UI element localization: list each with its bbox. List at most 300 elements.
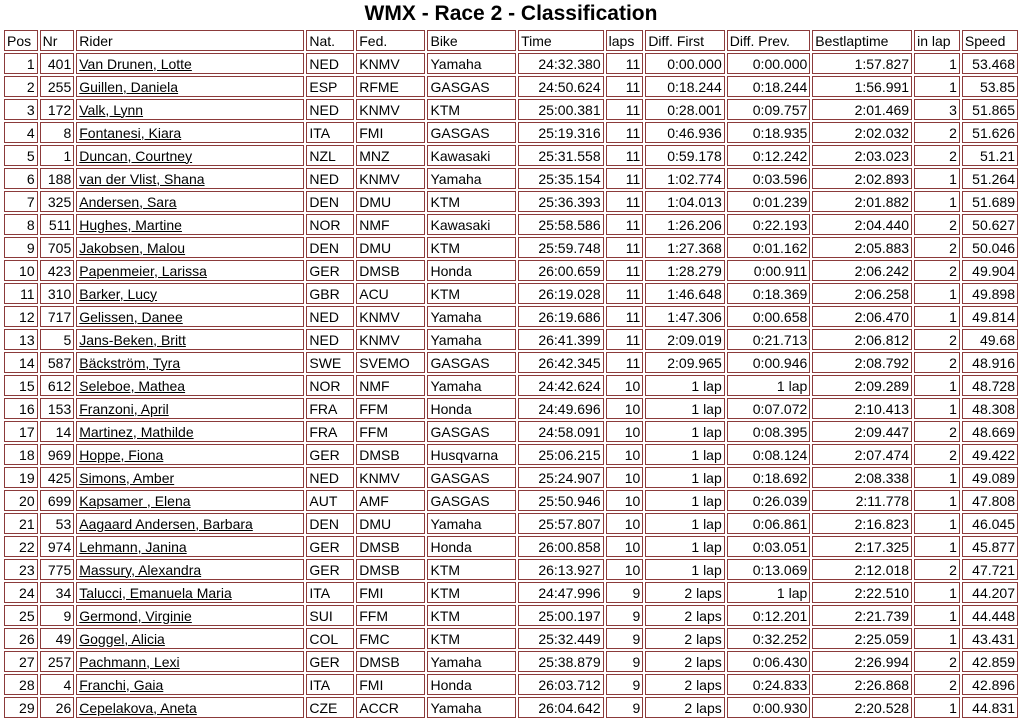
rider-link[interactable]: Lehmann, Janina	[79, 538, 187, 555]
cell-laps: 10	[606, 490, 644, 511]
cell-pos: 16	[4, 398, 38, 419]
cell-bestlaptime: 2:01.882	[812, 191, 912, 212]
cell-nat: NED	[306, 99, 354, 120]
column-header-bike: Bike	[427, 30, 516, 51]
cell-bike: Honda	[427, 536, 516, 557]
cell-fed: KNMV	[356, 168, 425, 189]
cell-fed: DMSB	[356, 444, 425, 465]
cell-pos: 1	[4, 53, 38, 74]
cell-diff-first: 2 laps	[645, 628, 724, 649]
cell-nr: 974	[40, 536, 75, 557]
cell-diff-first: 2 laps	[645, 605, 724, 626]
cell-rider	[76, 674, 304, 695]
cell-nr: 699	[40, 490, 75, 511]
cell-in-lap: 1	[914, 76, 960, 97]
cell-speed: 50.046	[962, 237, 1018, 258]
rider-link[interactable]: Simons, Amber	[79, 469, 175, 486]
table-row	[4, 628, 1018, 649]
cell-time: 25:35.154	[518, 168, 604, 189]
cell-diff-first: 2:09.965	[645, 352, 724, 373]
cell-nr: 26	[40, 697, 75, 718]
cell-in-lap: 2	[914, 651, 960, 672]
cell-nr: 401	[40, 53, 75, 74]
cell-nr: 717	[40, 306, 75, 327]
cell-time: 25:24.907	[518, 467, 604, 488]
cell-nat: NZL	[306, 145, 354, 166]
table-row	[4, 697, 1018, 718]
cell-fed: KNMV	[356, 467, 425, 488]
cell-time: 26:13.927	[518, 559, 604, 580]
rider-link[interactable]: Franzoni, April	[79, 400, 169, 417]
cell-bike: Kawasaki	[427, 145, 516, 166]
cell-time: 25:38.879	[518, 651, 604, 672]
cell-diff-first: 1 lap	[645, 421, 724, 442]
cell-bike: GASGAS	[427, 76, 516, 97]
cell-fed: KNMV	[356, 329, 425, 350]
cell-time: 24:49.696	[518, 398, 604, 419]
cell-nat: ITA	[306, 674, 354, 695]
cell-fed: FMI	[356, 674, 425, 695]
table-row	[4, 76, 1018, 97]
cell-in-lap: 1	[914, 467, 960, 488]
cell-laps: 10	[606, 421, 644, 442]
cell-diff-prev: 0:26.039	[727, 490, 811, 511]
cell-bike: KTM	[427, 191, 516, 212]
cell-nat: NED	[306, 53, 354, 74]
cell-bestlaptime: 2:06.812	[812, 329, 912, 350]
cell-laps: 11	[606, 53, 644, 74]
table-row	[4, 444, 1018, 465]
rider-link[interactable]: Seleboe, Mathea	[79, 377, 186, 394]
cell-speed: 51.21	[962, 145, 1018, 166]
cell-nat: DEN	[306, 513, 354, 534]
rider-link[interactable]: Papenmeier, Larissa	[79, 262, 207, 279]
cell-nr: 325	[40, 191, 75, 212]
rider-link[interactable]: Guillen, Daniela	[79, 78, 179, 95]
rider-link[interactable]: Cepelakova, Aneta	[79, 699, 197, 716]
rider-link[interactable]: Valk, Lynn	[79, 101, 144, 118]
rider-link[interactable]: Kapsamer , Elena	[79, 492, 191, 509]
cell-speed: 49.904	[962, 260, 1018, 281]
cell-nr: 9	[40, 605, 75, 626]
cell-in-lap: 2	[914, 145, 960, 166]
cell-nr: 257	[40, 651, 75, 672]
cell-pos: 21	[4, 513, 38, 534]
cell-fed: DMU	[356, 513, 425, 534]
cell-in-lap: 1	[914, 283, 960, 304]
cell-bestlaptime: 2:16.823	[812, 513, 912, 534]
cell-fed: DMSB	[356, 260, 425, 281]
cell-in-lap: 2	[914, 674, 960, 695]
cell-rider	[76, 513, 304, 534]
cell-bike: KTM	[427, 582, 516, 603]
cell-speed: 48.308	[962, 398, 1018, 419]
cell-nr: 969	[40, 444, 75, 465]
cell-nat: NED	[306, 306, 354, 327]
rider-link[interactable]: Pachmann, Lexi	[79, 653, 180, 670]
cell-diff-first: 1 lap	[645, 398, 724, 419]
cell-nr: 425	[40, 467, 75, 488]
cell-speed: 53.468	[962, 53, 1018, 74]
cell-bestlaptime: 2:09.289	[812, 375, 912, 396]
cell-diff-prev: 1 lap	[727, 375, 811, 396]
cell-fed: AMF	[356, 490, 425, 511]
cell-laps: 10	[606, 536, 644, 557]
cell-bestlaptime: 2:10.413	[812, 398, 912, 419]
cell-diff-first: 1:47.306	[645, 306, 724, 327]
table-body	[4, 53, 1018, 718]
cell-nat: AUT	[306, 490, 354, 511]
rider-link[interactable]: Duncan, Courtney	[79, 147, 193, 164]
cell-laps: 11	[606, 76, 644, 97]
cell-rider	[76, 651, 304, 672]
cell-pos: 6	[4, 168, 38, 189]
cell-speed: 44.207	[962, 582, 1018, 603]
column-header-time: Time	[518, 30, 604, 51]
cell-rider	[76, 260, 304, 281]
cell-nat: SWE	[306, 352, 354, 373]
cell-rider	[76, 306, 304, 327]
cell-nat: NED	[306, 168, 354, 189]
table-row	[4, 352, 1018, 373]
rider-link[interactable]: Bäckström, Tyra	[79, 354, 181, 371]
cell-bike: Honda	[427, 674, 516, 695]
rider-link[interactable]: Jakobsen, Malou	[79, 239, 186, 256]
cell-nat: DEN	[306, 191, 354, 212]
rider-link[interactable]: Martinez, Mathilde	[79, 423, 194, 440]
cell-rider	[76, 122, 304, 143]
rider-link[interactable]: Hoppe, Fiona	[79, 446, 164, 463]
cell-rider	[76, 490, 304, 511]
cell-diff-prev: 0:03.596	[727, 168, 811, 189]
cell-fed: FFM	[356, 605, 425, 626]
cell-pos: 28	[4, 674, 38, 695]
cell-nat: GER	[306, 536, 354, 557]
column-header-nr: Nr	[40, 30, 75, 51]
cell-rider	[76, 375, 304, 396]
cell-diff-first: 1:46.648	[645, 283, 724, 304]
cell-diff-prev: 0:00.930	[727, 697, 811, 718]
cell-in-lap: 1	[914, 306, 960, 327]
rider-link[interactable]: Van Drunen, Lotte	[79, 55, 192, 72]
cell-pos: 5	[4, 145, 38, 166]
rider-link[interactable]: Gelissen, Danee	[79, 308, 183, 325]
cell-laps: 11	[606, 306, 644, 327]
cell-nr: 172	[40, 99, 75, 120]
cell-diff-prev: 0:18.369	[727, 283, 811, 304]
cell-nat: DEN	[306, 237, 354, 258]
rider-link[interactable]: van der Vlist, Shana	[79, 170, 205, 187]
cell-bike: Yamaha	[427, 375, 516, 396]
cell-laps: 11	[606, 122, 644, 143]
cell-diff-prev: 1 lap	[727, 582, 811, 603]
cell-diff-prev: 0:00.946	[727, 352, 811, 373]
cell-nat: ITA	[306, 582, 354, 603]
cell-fed: FFM	[356, 398, 425, 419]
cell-diff-prev: 0:18.692	[727, 467, 811, 488]
cell-nat: SUI	[306, 605, 354, 626]
cell-fed: DMSB	[356, 559, 425, 580]
column-header-laps: laps	[606, 30, 644, 51]
cell-diff-prev: 0:08.124	[727, 444, 811, 465]
rider-link[interactable]: Aagaard Andersen, Barbara	[79, 515, 253, 532]
cell-rider	[76, 398, 304, 419]
cell-laps: 10	[606, 467, 644, 488]
rider-link[interactable]: Andersen, Sara	[79, 193, 177, 210]
cell-speed: 48.728	[962, 375, 1018, 396]
cell-rider	[76, 53, 304, 74]
cell-bestlaptime: 2:06.470	[812, 306, 912, 327]
cell-bike: Yamaha	[427, 513, 516, 534]
cell-bike: KTM	[427, 99, 516, 120]
cell-in-lap: 1	[914, 582, 960, 603]
cell-speed: 51.689	[962, 191, 1018, 212]
cell-nr: 1	[40, 145, 75, 166]
cell-fed: FFM	[356, 421, 425, 442]
cell-rider	[76, 76, 304, 97]
cell-speed: 49.68	[962, 329, 1018, 350]
cell-laps: 11	[606, 99, 644, 120]
cell-diff-first: 2 laps	[645, 674, 724, 695]
cell-fed: NMF	[356, 214, 425, 235]
cell-diff-prev: 0:18.935	[727, 122, 811, 143]
cell-fed: ACCR	[356, 697, 425, 718]
cell-rider	[76, 467, 304, 488]
cell-diff-first: 1 lap	[645, 467, 724, 488]
cell-laps: 11	[606, 237, 644, 258]
cell-fed: NMF	[356, 375, 425, 396]
rider-link[interactable]: Talucci, Emanuela Maria	[79, 584, 232, 601]
cell-laps: 9	[606, 674, 644, 695]
cell-bestlaptime: 2:09.447	[812, 421, 912, 442]
cell-speed: 43.431	[962, 628, 1018, 649]
cell-nr: 53	[40, 513, 75, 534]
cell-laps: 11	[606, 329, 644, 350]
table-row	[4, 214, 1018, 235]
cell-fed: FMI	[356, 582, 425, 603]
rider-link[interactable]: Germond, Virginie	[79, 607, 192, 624]
cell-rider	[76, 352, 304, 373]
cell-rider	[76, 168, 304, 189]
cell-bike: Honda	[427, 260, 516, 281]
cell-nat: COL	[306, 628, 354, 649]
cell-in-lap: 2	[914, 122, 960, 143]
cell-diff-prev: 0:00.658	[727, 306, 811, 327]
cell-diff-first: 1:28.279	[645, 260, 724, 281]
cell-nat: NED	[306, 467, 354, 488]
cell-bestlaptime: 2:02.893	[812, 168, 912, 189]
column-header-diff-first: Diff. First	[645, 30, 724, 51]
cell-time: 25:00.197	[518, 605, 604, 626]
cell-pos: 13	[4, 329, 38, 350]
cell-in-lap: 1	[914, 398, 960, 419]
cell-bike: Yamaha	[427, 306, 516, 327]
cell-time: 26:00.659	[518, 260, 604, 281]
cell-time: 26:19.686	[518, 306, 604, 327]
cell-time: 25:59.748	[518, 237, 604, 258]
table-row	[4, 513, 1018, 534]
cell-in-lap: 2	[914, 352, 960, 373]
cell-diff-first: 1 lap	[645, 375, 724, 396]
cell-fed: MNZ	[356, 145, 425, 166]
table-row	[4, 559, 1018, 580]
cell-nr: 705	[40, 237, 75, 258]
cell-bestlaptime: 2:21.739	[812, 605, 912, 626]
rider-link[interactable]: Massury, Alexandra	[79, 561, 202, 578]
cell-in-lap: 1	[914, 53, 960, 74]
cell-time: 25:50.946	[518, 490, 604, 511]
cell-speed: 44.831	[962, 697, 1018, 718]
table-row	[4, 168, 1018, 189]
table-row	[4, 375, 1018, 396]
cell-bestlaptime: 2:20.528	[812, 697, 912, 718]
cell-laps: 9	[606, 651, 644, 672]
cell-in-lap: 1	[914, 628, 960, 649]
cell-in-lap: 1	[914, 490, 960, 511]
cell-speed: 51.626	[962, 122, 1018, 143]
cell-diff-first: 1 lap	[645, 490, 724, 511]
cell-time: 25:36.393	[518, 191, 604, 212]
cell-speed: 42.896	[962, 674, 1018, 695]
cell-nat: GER	[306, 260, 354, 281]
cell-rider	[76, 628, 304, 649]
page-title: WMX - Race 2 - Classification	[364, 2, 658, 25]
cell-rider	[76, 283, 304, 304]
cell-in-lap: 2	[914, 421, 960, 442]
cell-speed: 49.898	[962, 283, 1018, 304]
cell-time: 24:42.624	[518, 375, 604, 396]
cell-bestlaptime: 2:03.023	[812, 145, 912, 166]
cell-pos: 3	[4, 99, 38, 120]
cell-pos: 2	[4, 76, 38, 97]
cell-fed: DMSB	[356, 651, 425, 672]
cell-bike: KTM	[427, 628, 516, 649]
cell-speed: 49.422	[962, 444, 1018, 465]
cell-rider	[76, 536, 304, 557]
cell-laps: 9	[606, 628, 644, 649]
rider-link[interactable]: Hughes, Martine	[79, 216, 182, 233]
cell-fed: FMI	[356, 122, 425, 143]
cell-laps: 10	[606, 559, 644, 580]
cell-in-lap: 2	[914, 444, 960, 465]
table-row	[4, 536, 1018, 557]
cell-speed: 44.448	[962, 605, 1018, 626]
cell-fed: RFME	[356, 76, 425, 97]
cell-bike: Honda	[427, 398, 516, 419]
cell-speed: 47.721	[962, 559, 1018, 580]
cell-laps: 9	[606, 582, 644, 603]
rider-link[interactable]: Franchi, Gaia	[79, 676, 164, 693]
column-header-diff-prev: Diff. Prev.	[727, 30, 811, 51]
cell-bike: Yamaha	[427, 697, 516, 718]
cell-speed: 50.627	[962, 214, 1018, 235]
cell-diff-prev: 0:13.069	[727, 559, 811, 580]
cell-nr: 34	[40, 582, 75, 603]
cell-diff-first: 1:27.368	[645, 237, 724, 258]
cell-bestlaptime: 2:01.469	[812, 99, 912, 120]
cell-pos: 23	[4, 559, 38, 580]
cell-time: 26:42.345	[518, 352, 604, 373]
cell-laps: 11	[606, 283, 644, 304]
cell-time: 24:47.996	[518, 582, 604, 603]
rider-link[interactable]: Jans-Beken, Britt	[79, 331, 186, 348]
cell-pos: 19	[4, 467, 38, 488]
cell-in-lap: 2	[914, 260, 960, 281]
table-row	[4, 145, 1018, 166]
cell-pos: 9	[4, 237, 38, 258]
cell-rider	[76, 329, 304, 350]
cell-laps: 11	[606, 352, 644, 373]
cell-speed: 42.859	[962, 651, 1018, 672]
cell-fed: SVEMO	[356, 352, 425, 373]
rider-link[interactable]: Fontanesi, Kiara	[79, 124, 182, 141]
cell-nr: 153	[40, 398, 75, 419]
cell-rider	[76, 421, 304, 442]
cell-laps: 11	[606, 168, 644, 189]
column-header-in-lap: in lap	[914, 30, 960, 51]
cell-time: 25:19.316	[518, 122, 604, 143]
cell-bike: KTM	[427, 559, 516, 580]
table-row	[4, 122, 1018, 143]
cell-diff-prev: 0:06.861	[727, 513, 811, 534]
cell-rider	[76, 697, 304, 718]
cell-time: 26:00.858	[518, 536, 604, 557]
cell-diff-first: 2 laps	[645, 651, 724, 672]
cell-diff-prev: 0:01.162	[727, 237, 811, 258]
table-row	[4, 674, 1018, 695]
cell-rider	[76, 582, 304, 603]
cell-bike: Yamaha	[427, 329, 516, 350]
cell-rider	[76, 444, 304, 465]
cell-bike: Yamaha	[427, 168, 516, 189]
cell-rider	[76, 559, 304, 580]
cell-time: 25:00.381	[518, 99, 604, 120]
table-row	[4, 329, 1018, 350]
cell-pos: 26	[4, 628, 38, 649]
cell-laps: 10	[606, 398, 644, 419]
cell-pos: 24	[4, 582, 38, 603]
cell-pos: 17	[4, 421, 38, 442]
table-row	[4, 398, 1018, 419]
cell-time: 24:58.091	[518, 421, 604, 442]
cell-pos: 8	[4, 214, 38, 235]
cell-pos: 27	[4, 651, 38, 672]
cell-nat: FRA	[306, 421, 354, 442]
cell-fed: KNMV	[356, 306, 425, 327]
cell-nr: 775	[40, 559, 75, 580]
cell-nr: 188	[40, 168, 75, 189]
cell-bestlaptime: 2:06.258	[812, 283, 912, 304]
table-row	[4, 490, 1018, 511]
cell-bestlaptime: 2:06.242	[812, 260, 912, 281]
cell-bike: GASGAS	[427, 352, 516, 373]
cell-pos: 18	[4, 444, 38, 465]
cell-pos: 4	[4, 122, 38, 143]
cell-pos: 22	[4, 536, 38, 557]
cell-diff-first: 1 lap	[645, 536, 724, 557]
cell-time: 24:32.380	[518, 53, 604, 74]
cell-laps: 11	[606, 214, 644, 235]
cell-rider	[76, 99, 304, 120]
rider-link[interactable]: Barker, Lucy	[79, 285, 158, 302]
cell-laps: 11	[606, 145, 644, 166]
rider-link[interactable]: Goggel, Alicia	[79, 630, 165, 647]
table-row	[4, 260, 1018, 281]
cell-speed: 48.916	[962, 352, 1018, 373]
column-header-rider: Rider	[76, 30, 304, 51]
cell-nat: FRA	[306, 398, 354, 419]
cell-time: 25:57.807	[518, 513, 604, 534]
